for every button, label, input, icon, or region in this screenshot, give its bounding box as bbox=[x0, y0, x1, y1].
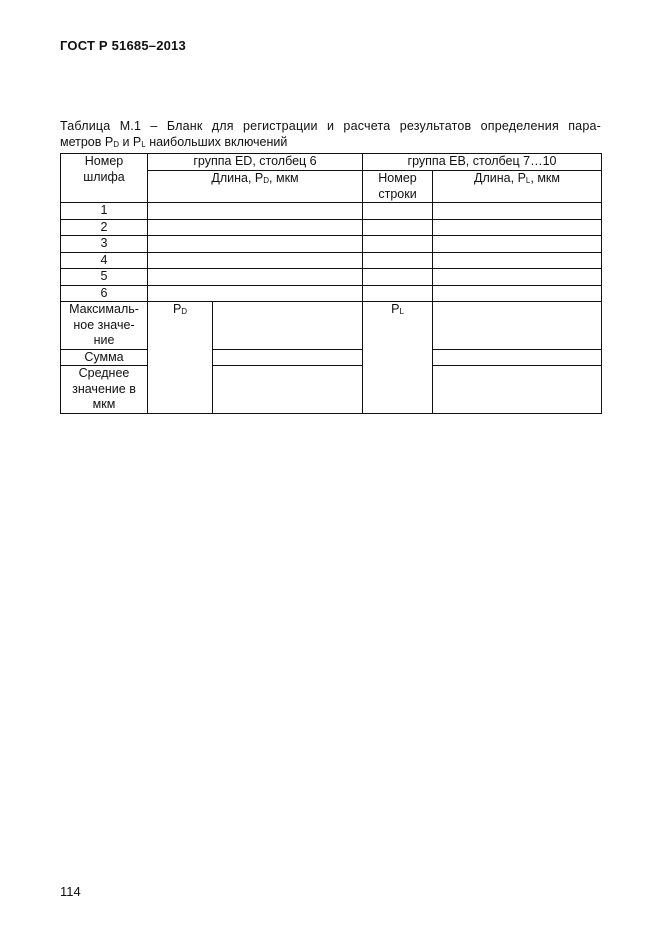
header-group-ed: группа ED, столбец 6 bbox=[148, 154, 363, 171]
pl-cell[interactable] bbox=[433, 236, 602, 253]
sum-label: Сумма bbox=[61, 349, 148, 366]
pd-max-cell[interactable] bbox=[213, 302, 363, 350]
pd-cell[interactable] bbox=[148, 219, 363, 236]
pd-cell[interactable] bbox=[148, 285, 363, 302]
caption-line-2: метров PD и PL наибольших включений bbox=[60, 135, 288, 149]
page-number: 114 bbox=[60, 884, 81, 899]
row-number-cell[interactable] bbox=[363, 219, 433, 236]
pl-cell[interactable] bbox=[433, 219, 602, 236]
pl-max-cell[interactable] bbox=[433, 302, 602, 350]
registration-form-table bbox=[60, 153, 602, 414]
header-row-number: Номер строки bbox=[363, 171, 433, 203]
pd-cell[interactable] bbox=[148, 203, 363, 220]
document-code: ГОСТ Р 51685–2013 bbox=[60, 38, 186, 53]
table-row bbox=[61, 269, 602, 286]
row-number: 1 bbox=[61, 203, 148, 220]
pd-symbol-cell: PD bbox=[148, 302, 213, 414]
pl-cell[interactable] bbox=[433, 269, 602, 286]
row-number: 2 bbox=[61, 219, 148, 236]
pd-cell[interactable] bbox=[148, 269, 363, 286]
pl-mean-cell[interactable] bbox=[433, 366, 602, 414]
table-caption bbox=[60, 118, 601, 153]
mean-value-label: Среднее значение в мкм bbox=[61, 366, 148, 414]
pd-mean-cell[interactable] bbox=[213, 366, 363, 414]
row-number-cell[interactable] bbox=[363, 236, 433, 253]
table-row bbox=[61, 236, 602, 253]
pl-symbol-cell: PL bbox=[363, 302, 433, 414]
table-row bbox=[61, 219, 602, 236]
row-number: 5 bbox=[61, 269, 148, 286]
pl-sum-cell[interactable] bbox=[433, 349, 602, 366]
header-length-pl: Длина, PL, мкм bbox=[433, 171, 602, 203]
row-number: 4 bbox=[61, 252, 148, 269]
pl-cell[interactable] bbox=[433, 203, 602, 220]
pl-cell[interactable] bbox=[433, 252, 602, 269]
caption-line-1: Таблица М.1 – Бланк для регистрации и расчета результатов определения пара- bbox=[60, 119, 601, 133]
pd-sum-cell[interactable] bbox=[213, 349, 363, 366]
pd-cell[interactable] bbox=[148, 236, 363, 253]
header-group-eb: группа EB, столбец 7…10 bbox=[363, 154, 602, 171]
header-length-pd: Длина, PD, мкм bbox=[148, 171, 363, 203]
table-row bbox=[61, 252, 602, 269]
row-number-cell[interactable] bbox=[363, 203, 433, 220]
row-number-cell[interactable] bbox=[363, 269, 433, 286]
table-row bbox=[61, 285, 602, 302]
row-number-cell[interactable] bbox=[363, 285, 433, 302]
row-number: 3 bbox=[61, 236, 148, 253]
row-number-cell[interactable] bbox=[363, 252, 433, 269]
max-value-label: Максималь- ное значе- ние bbox=[61, 302, 148, 350]
table-row bbox=[61, 203, 602, 220]
header-section-number: Номер шлифа bbox=[61, 154, 148, 203]
pd-cell[interactable] bbox=[148, 252, 363, 269]
pl-cell[interactable] bbox=[433, 285, 602, 302]
row-number: 6 bbox=[61, 285, 148, 302]
